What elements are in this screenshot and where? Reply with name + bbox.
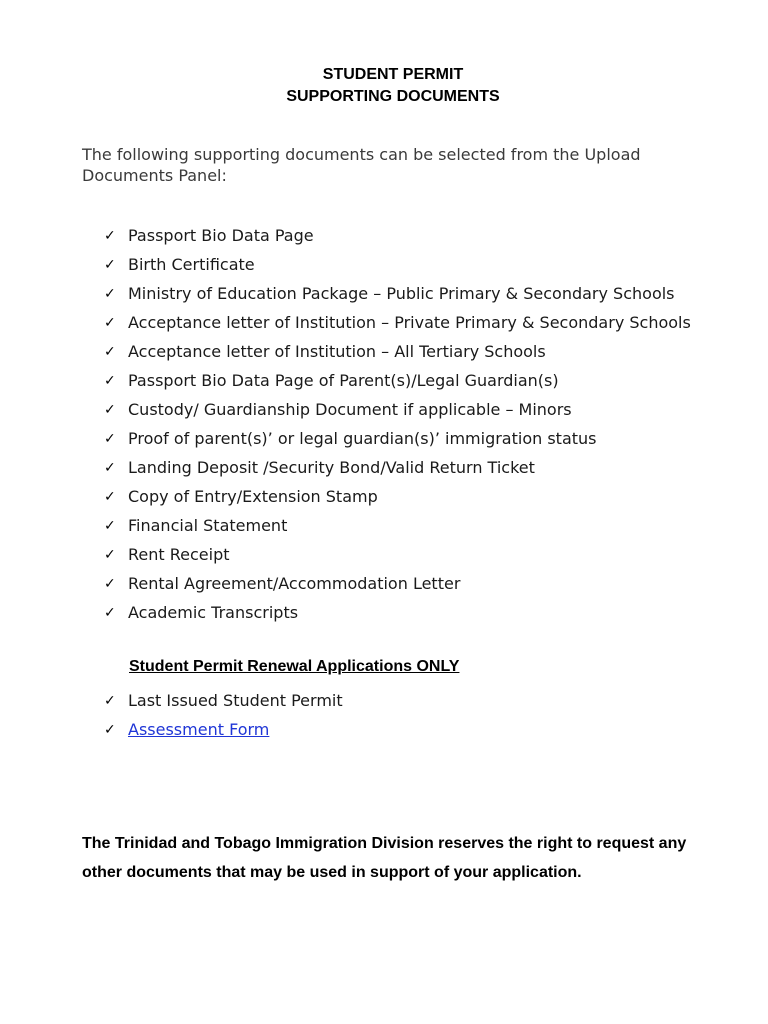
document-label: Passport Bio Data Page of Parent(s)/Legal Guardian(s) <box>128 371 559 390</box>
checkmark-icon: ✓ <box>104 604 116 621</box>
document-label: Copy of Entry/Extension Stamp <box>128 487 378 506</box>
document-label: Proof of parent(s)’ or legal guardian(s)’ immigration status <box>128 429 597 448</box>
list-item <box>104 250 691 279</box>
renewal-documents-list <box>104 686 343 744</box>
document-label: Ministry of Education Package – Public Primary & Secondary Schools <box>128 284 675 303</box>
checkmark-icon: ✓ <box>104 488 116 505</box>
checkmark-icon: ✓ <box>104 546 116 563</box>
immigration-disclaimer: The Trinidad and Tobago Immigration Division reserves the right to request any other documents that may be used in support of your application. <box>82 835 687 881</box>
list-item <box>104 453 691 482</box>
renewal-section-heading: Student Permit Renewal Applications ONLY <box>129 658 460 675</box>
list-item <box>104 366 691 395</box>
list-item <box>104 686 343 715</box>
document-label: Custody/ Guardianship Document if applicable – Minors <box>128 400 572 419</box>
document-label: Passport Bio Data Page <box>128 226 314 245</box>
list-item <box>104 715 343 744</box>
document-label: Acceptance letter of Institution – Private Primary & Secondary Schools <box>128 313 691 332</box>
checkmark-icon: ✓ <box>104 721 116 738</box>
document-label: Financial Statement <box>128 516 288 535</box>
list-item <box>104 279 691 308</box>
document-label: Landing Deposit /Security Bond/Valid Return Ticket <box>128 458 535 477</box>
checkmark-icon: ✓ <box>104 343 116 360</box>
assessment-form-link[interactable]: Assessment Form <box>128 720 270 739</box>
checkmark-icon: ✓ <box>104 256 116 273</box>
intro-paragraph: The following supporting documents can be selected from the Upload Documents Panel: <box>82 145 641 185</box>
checkmark-icon: ✓ <box>104 430 116 447</box>
document-label: Birth Certificate <box>128 255 255 274</box>
document-title <box>0 64 768 108</box>
list-item <box>104 221 691 250</box>
list-item <box>104 308 691 337</box>
checkmark-icon: ✓ <box>104 575 116 592</box>
document-label: Acceptance letter of Institution – All Tertiary Schools <box>128 342 546 361</box>
checkmark-icon: ✓ <box>104 401 116 418</box>
checkmark-icon: ✓ <box>104 459 116 476</box>
checkmark-icon: ✓ <box>104 692 116 709</box>
document-label: Academic Transcripts <box>128 603 299 622</box>
list-item <box>104 395 691 424</box>
list-item <box>104 511 691 540</box>
supporting-documents-list <box>104 221 691 627</box>
checkmark-icon: ✓ <box>104 285 116 302</box>
list-item <box>104 598 691 627</box>
list-item <box>104 482 691 511</box>
list-item <box>104 424 691 453</box>
checkmark-icon: ✓ <box>104 372 116 389</box>
checkmark-icon: ✓ <box>104 314 116 331</box>
title-student-permit: STUDENT PERMIT <box>322 66 464 83</box>
document-label: Last Issued Student Permit <box>128 691 343 710</box>
checkmark-icon: ✓ <box>104 517 116 534</box>
list-item <box>104 569 691 598</box>
document-label: Rent Receipt <box>128 545 230 564</box>
list-item <box>104 337 691 366</box>
checkmark-icon: ✓ <box>104 227 116 244</box>
title-supporting-documents: SUPPORTING DOCUMENTS <box>286 88 500 105</box>
document-label: Rental Agreement/Accommodation Letter <box>128 574 461 593</box>
list-item <box>104 540 691 569</box>
